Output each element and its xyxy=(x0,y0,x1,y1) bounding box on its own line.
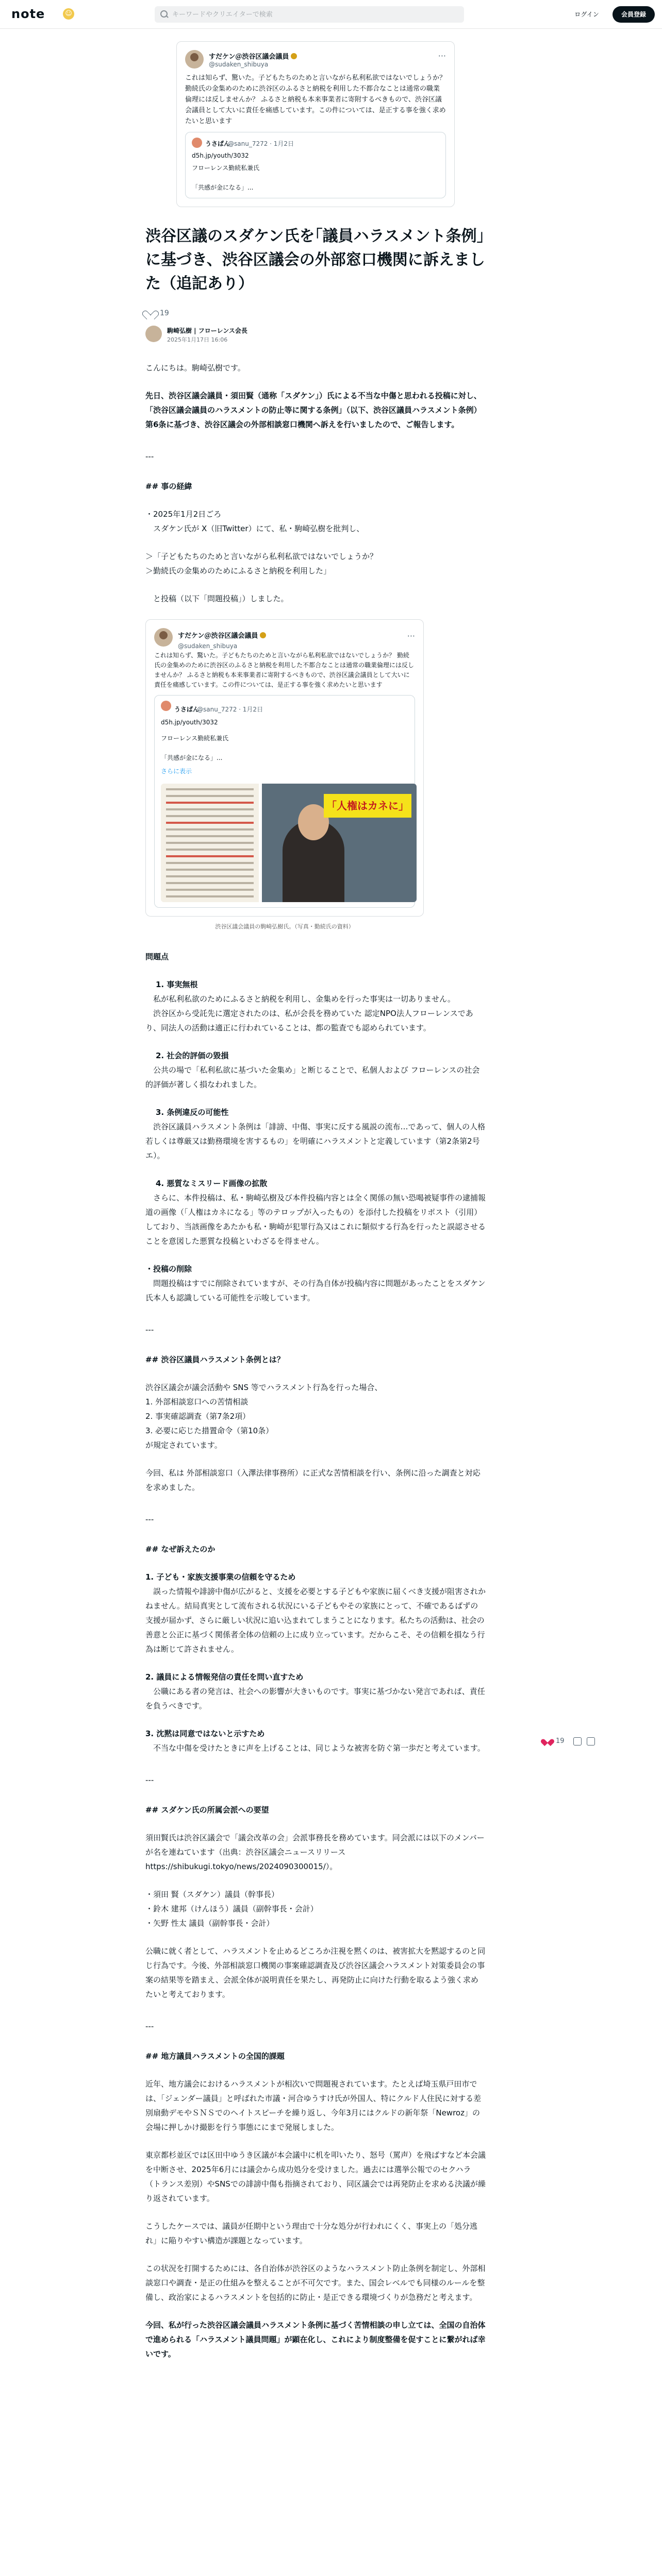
subheading: 3. 沈黙は同意ではないと示すため xyxy=(145,1729,265,1738)
publish-date: 2025年1月17日 16:06 xyxy=(167,336,228,343)
top-bar xyxy=(0,0,662,29)
article xyxy=(145,41,486,2375)
subheading: 2. 社会的評価の毀損 xyxy=(156,1051,229,1060)
tweet-author-name: すだケン＠渋谷区議会議員 xyxy=(178,629,266,643)
subheading: 4. 悪質なミスリード画像の拡散 xyxy=(156,1179,268,1188)
paragraph: 今回、私が行った渋谷区議会議員ハラスメント条例に基づく苦情相談の申し立ては、全国の自治体で進められる「ハラスメント議員問題」が顕在化し、これにより制度整備を促すことに繋がれば幸いです。 xyxy=(145,2320,486,2359)
subheading: 2. 議員による情報発信の責任を問い直すため xyxy=(145,1672,304,1682)
quoted-tweet[interactable] xyxy=(185,132,446,198)
tweet-author-name: すだケン＠渋谷区議会議員 xyxy=(209,51,297,61)
more-icon[interactable]: ··· xyxy=(407,631,415,641)
quote-images[interactable] xyxy=(161,784,408,902)
paragraph: ・2025年1月2日ごろ スダケン氏が X（旧Twitter）にて、私・駒崎弘樹を批判し、 xyxy=(145,510,365,533)
subheading: ・投稿の削除 xyxy=(145,1264,192,1274)
section-heading: 問題点 xyxy=(145,952,169,961)
paragraph: 東京都杉並区では区田中ゆうき区議が本会議中に机を叩いたり、怒号（罵声）を飛ばすなど本会議を中断させ、2025年6月には議会から成功処分を受けました。過去には選挙公報でのセクハラ（トランス差別）やSNSでの誹謗中傷も指摘されており、同区議会では再発防止を求める決議が繰り返されています。 xyxy=(145,2150,486,2203)
paragraph: 誤った情報や誹謗中傷が広がると、支援を必要とする子どもや家族に届くべき支援が阻害されかねません。結局真実として流布される状況にいる子どもやその家族にとって、不確であるばずの支援が届かず、さらに厳しい状況に追い込まれてしまうことになります。私たちの活動は、社会の善意と公正に基づく関係者全体の信頼の上に成り立っています。だからこそ、その信頼を損なう行為は断じて許されません。 xyxy=(145,1587,486,1654)
login-button[interactable]: ログイン xyxy=(574,11,599,18)
paragraph: ＞「子どもたちのためと言いながら私利私欲ではないでしょうか？ ＞勤続氏の金集めのためにふるさと納税を利用した」 xyxy=(145,552,378,575)
tweet-author-handle: @sudaken_shibuya xyxy=(209,61,269,68)
section-heading: ## 事の経緯 xyxy=(145,482,192,491)
verified-badge-icon xyxy=(291,53,297,59)
tweet-embed[interactable] xyxy=(145,619,424,917)
subheading: 1. 事実無根 xyxy=(156,980,198,989)
more-icon[interactable]: ··· xyxy=(438,51,446,61)
tweet-text: これは知らず、驚いた。子どもたちのためと言いながら私利私欲ではないでしょうか？ 勤続氏の金集めのために渋谷区のふるさと納税を利用した不都合なことは通常の職業倫理には反しませんか？ ふるさと納税も本来事業者に寄附するべきもので、渋谷区議会議員として大いに責任を痛感しています。この件については、是正する事を強く求めたいと思います xyxy=(185,74,449,125)
heart-icon[interactable] xyxy=(145,309,155,317)
document-image[interactable] xyxy=(161,784,259,902)
share-icon[interactable] xyxy=(573,1737,582,1745)
tweet-embed[interactable] xyxy=(176,41,455,207)
divider: --- xyxy=(145,1325,154,1334)
section-heading: ## スダケン氏の所属会派への要望 xyxy=(145,1805,269,1815)
subheading: 1. 子ども・家族支援事業の信頼を守るため xyxy=(145,1572,296,1582)
read-more-link[interactable]: さらに表示 xyxy=(161,768,192,775)
more-icon[interactable] xyxy=(587,1737,595,1745)
paragraph: ・須田 賢（スダケン）議員（幹事長） ・鈴木 建邦（けんほう）議員（副幹事長・会計） ・矢野 性太 議員（副幹事長・会計） xyxy=(145,1890,318,1928)
search-input[interactable] xyxy=(172,9,451,20)
quote-body: フローレンス勤続私兼氏 「共感が金になる」... xyxy=(161,735,229,761)
signup-button[interactable]: 会員登録 xyxy=(613,6,655,23)
quote-author-handle: @sanu_7272 · 1月2日 xyxy=(197,706,263,713)
quote-link[interactable]: d5h.jp/youth/3032 xyxy=(192,152,249,159)
paragraph: 公職に就く者として、ハラスメントを止めるどころか注視を黙くのは、被害拡大を黙認するのと同じ行為です。今後、外部相談窓口機関の事案確認調査及び渋谷区議会ハラスメント対策委員会の事案の結果等を踏まえ、会派全体が説明責任を果たし、再発防止に向けた行動を取るよう強く求めたいと考えております。 xyxy=(145,1946,486,1999)
avatar xyxy=(185,50,204,69)
paragraph: 今回、私は 外部相談窓口（入澤法律事務所）に正式な苦情相談を行い、条例に沿った調査と対応を求めました。 xyxy=(145,1468,481,1492)
news-screenshot-image[interactable] xyxy=(262,784,417,902)
quote-body: フローレンス勤続私兼氏 「共感が金になる」... xyxy=(192,164,260,191)
like-count: 19 xyxy=(556,1737,565,1745)
quote-author-name: うさぱん xyxy=(174,706,200,713)
section-heading: ## 渋谷区議員ハラスメント条例とは？ xyxy=(145,1355,285,1364)
paragraph: 不当な中傷を受けたときに声を上げることは、同じような被害を防ぐ第一歩だと考えています。 xyxy=(145,1743,485,1753)
paragraph: 近年、地方議会におけるハラスメントが相次いで問題視されています。たとえば埼玉県戸田市では、「ジェンダー議員」と呼ばれた市議・河合ゆうすけ氏が外国人、特にクルド人住民に対する差別扇動デモやＳＮＳでのヘイトスピーチを繰り返し、今年3月にはクルドの新年祭「Newroz」の会場に押しかけ撮影を行う事態ににまで発展しました。 xyxy=(145,2079,482,2132)
paragraph: 渋谷区議会が議会活動や SNS 等でハラスメント行為を行った場合、 1. 外部相談窓口への苦情相談 2. 事実確認調査（第7条2項） 3. 必要に応じた措置命令（第10条） が規定されています。 xyxy=(145,1383,383,1450)
paragraph: この状況を打開するためには、各自治体が渋谷区のようなハラスメント防止条例を制定し、外部相談窓口や調査・是正の仕組みを整えることが不可欠です。また、国会レベルでも同様のルールを整備し、政治家によるハラスメントを包括的に防止・是正できる環境づくりが急務だと考えます。 xyxy=(145,2264,486,2302)
article-body xyxy=(145,361,486,2361)
tweet-author-handle: @sudaken_shibuya xyxy=(178,642,238,650)
article-title: 渋谷区議のスダケン氏を｢議員ハラスメント条例｣に基づき、渋谷区議会の外部窓口機関に訴えました（追記あり） xyxy=(145,227,485,293)
subheading: 3. 条例違反の可能性 xyxy=(156,1108,229,1117)
like-row xyxy=(145,306,486,321)
paragraph: 先日、渋谷区議会議員・須田賢（通称「スダケン」）氏による不当な中傷と思われる投稿に対し、「渋谷区議会議員のハラスメントの防止等に関する条例」（以下、渋谷区議員ハラスメント条例）第6条に基づき、渋谷区議会の外部相談窓口機関へ訴えを行いましたので、ご報告します。 xyxy=(145,391,482,429)
author-name[interactable]: 駒崎弘樹 | フローレンス会長 xyxy=(167,327,247,334)
image-caption: 渋谷区議会議員の駒崎弘樹氏。（写真・勤続氏の資料） xyxy=(215,923,354,930)
heart-icon[interactable] xyxy=(543,1738,552,1745)
verified-badge-icon xyxy=(260,632,266,638)
paragraph: 須田賢氏は渋谷区議会で「議会改革の会」会派事務長を務めています。同会派には以下のメンバーが名を連ねています（出典：渋谷区議会ニュースリリース https://shibukugi.tokyo/news/2024090300015/）。 xyxy=(145,1833,485,1871)
quote-link[interactable]: d5h.jp/youth/3032 xyxy=(161,719,218,726)
paragraph: さらに、本件投稿は、私・駒崎弘樹及び本件投稿内容とは全く関係の無い恐喝被疑事件の逮捕報道の画像（「人権はカネになる」等のテロップが入ったもの）を添付した投稿をリポスト（引用）しており、当該画像をあたかも私・駒崎が犯罪行為又はこれに類似する行為を行ったと誤認させることを意図した悪質な投稿といわざるを得ません。 xyxy=(145,1193,486,1246)
paragraph: 私が私利私欲のためにふるさと納税を利用し、金集めを行った事実は一切ありません。 渋谷区から受託先に選定されたのは、私が会長を務めていた 認定NPO法人フローレンスであり、同法人の活動は適正に行われていることは、都の監査でも認められています。 xyxy=(145,994,473,1032)
paragraph: 公職にある者の発言は、社会への影響が大きいものです。事実に基づかない発言であれば、責任を負うべきです。 xyxy=(145,1687,485,1710)
paragraph: 問題投稿はすでに削除されていますが、その行為自体が投稿内容に問題があったことをスダケン氏本人も認識している可能性を示唆しています。 xyxy=(145,1279,486,1302)
paragraph: こんにちは。駒崎弘樹です。 xyxy=(145,363,245,372)
section-heading: ## なぜ訴えたのか xyxy=(145,1545,216,1554)
divider: --- xyxy=(145,452,154,461)
note-logo[interactable]: note xyxy=(11,7,45,21)
paragraph: こうしたケースでは、議員が任期中という理由で十分な処分が行われにくく、事実上の「処分逃れ」に陥りやすい構造が課題となっています。 xyxy=(145,2222,477,2245)
quote-author-handle: @sanu_7272 · 1月2日 xyxy=(228,140,294,147)
quoted-tweet[interactable] xyxy=(154,695,415,908)
quote-author-name: うさぱん xyxy=(205,140,230,147)
tweet-text: これは知らず、驚いた。子どもたちのためと言いながら私利私欲ではないでしょうか？ 勤続氏の金集めのために渋谷区のふるさと納税を利用した不都合なことは通常の職業倫理には反しませんか？ ふるさと納税も本来事業者に寄附するべきもので、渋谷区議会議員として大いに責任を痛感しています。この件については、是正する事を強く求めたいと思います xyxy=(154,652,415,688)
search-box[interactable] xyxy=(155,6,464,23)
divider: --- xyxy=(145,1515,154,1524)
like-count: 19 xyxy=(160,309,169,317)
paragraph: 渋谷区議員ハラスメント条例は「誹謗、中傷、事実に反する風説の流布…であって、個人の人格若しくは尊厳又は勤務環境を害するもの」を明確にハラスメントと定義しています（第2条第2号エ）。 xyxy=(145,1122,486,1160)
divider: --- xyxy=(145,1775,154,1785)
avatar xyxy=(161,701,171,711)
avatar xyxy=(154,628,173,647)
avatar xyxy=(192,138,202,148)
floating-actions xyxy=(543,1734,600,1750)
avatar[interactable] xyxy=(145,326,162,342)
note-mascot-icon: ☺ xyxy=(63,8,74,20)
search-icon xyxy=(160,10,168,18)
paragraph: と投稿（以下「問題投稿」）しました。 xyxy=(145,594,289,603)
news-banner: 「人権はカネに」 xyxy=(324,794,411,818)
divider: --- xyxy=(145,2022,154,2031)
author-row[interactable] xyxy=(145,325,486,345)
section-heading: ## 地方議員ハラスメントの全国的課題 xyxy=(145,2052,285,2061)
paragraph: 公共の場で「私利私欲に基づいた金集め」と断じることで、私個人および フローレンスの社会的評価が著しく損なわれました。 xyxy=(145,1065,480,1089)
